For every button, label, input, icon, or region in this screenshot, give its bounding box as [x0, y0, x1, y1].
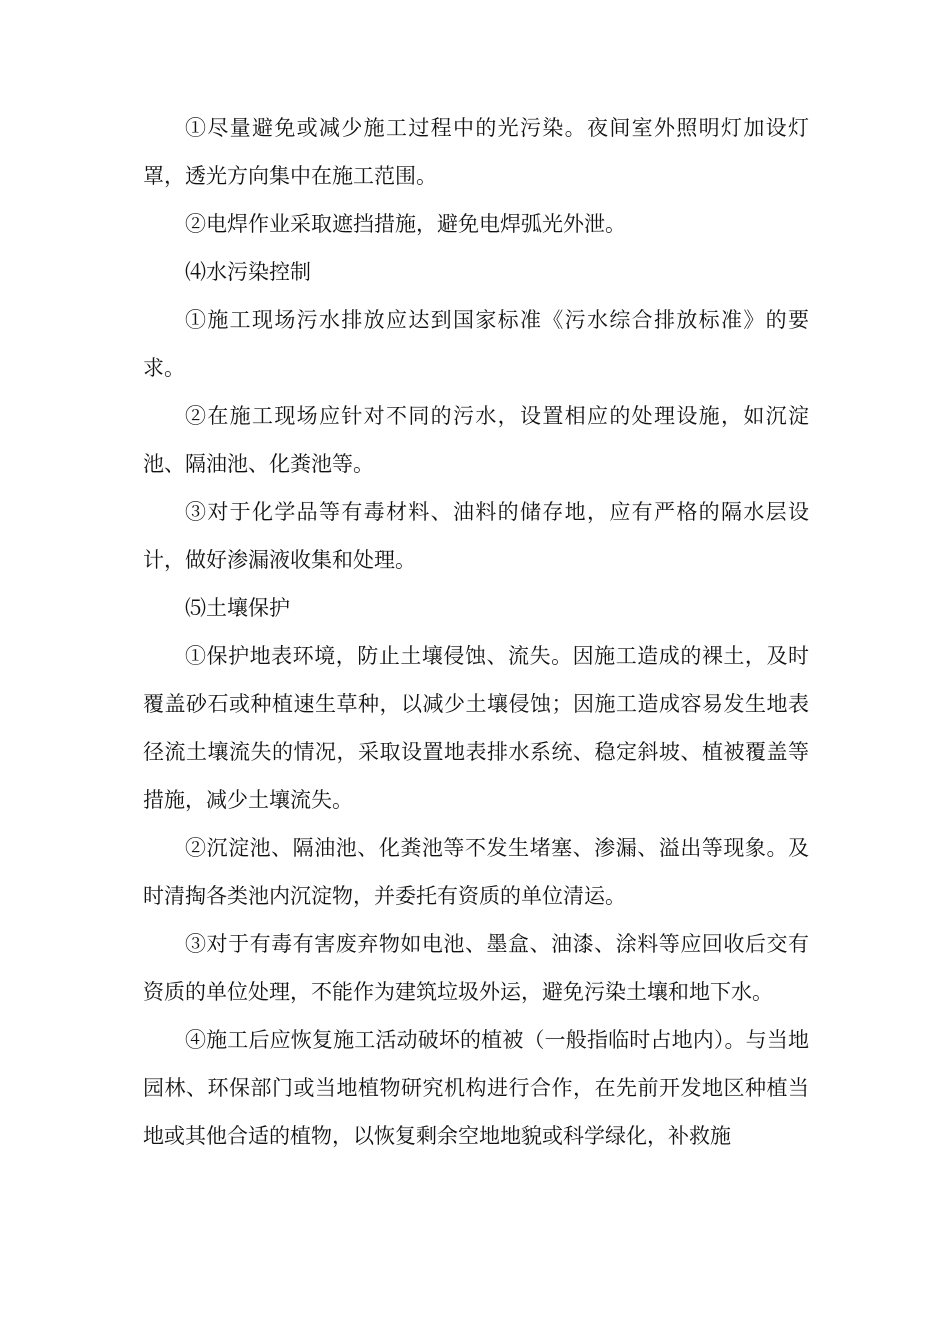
paragraph-soil-protection-3: ③对于有毒有害废弃物如电池、墨盒、油漆、涂料等应回收后交有资质的单位处理，不能作为建筑垃圾外运，避免污染土壤和地下水。 — [143, 932, 809, 1004]
paragraph-water-pollution-1: ①施工现场污水排放应达到国家标准《污水综合排放标准》的要求。 — [143, 308, 809, 380]
paragraph-water-pollution-3: ③对于化学品等有毒材料、油料的储存地，应有严格的隔水层设计，做好渗漏液收集和处理。 — [143, 500, 809, 572]
paragraph-soil-protection-2: ②沉淀池、隔油池、化粪池等不发生堵塞、渗漏、溢出等现象。及时清掏各类池内沉淀物，并委托有资质的单位清运。 — [143, 836, 809, 908]
paragraph-soil-protection-4: ④施工后应恢复施工活动破坏的植被（一般指临时占地内）。与当地园林、环保部门或当地植物研究机构进行合作，在先前开发地区种植当地或其他合适的植物，以恢复剩余空地地貌或科学绿化，补救施 — [143, 1028, 809, 1148]
paragraph-light-pollution-1: ①尽量避免或减少施工过程中的光污染。夜间室外照明灯加设灯罩，透光方向集中在施工范围。 — [143, 116, 809, 188]
paragraph-water-pollution-2: ②在施工现场应针对不同的污水，设置相应的处理设施，如沉淀池、隔油池、化粪池等。 — [143, 404, 809, 476]
section-heading-water-pollution: ⑷水污染控制 — [185, 260, 311, 284]
document-body — [143, 104, 809, 1160]
paragraph-soil-protection-1: ①保护地表环境，防止土壤侵蚀、流失。因施工造成的裸土，及时覆盖砂石或种植速生草种，以减少土壤侵蚀；因施工造成容易发生地表径流土壤流失的情况，采取设置地表排水系统、稳定斜坡、植被覆盖等措施，减少土壤流失。 — [143, 644, 809, 812]
paragraph-light-pollution-2: ②电焊作业采取遮挡措施，避免电焊弧光外泄。 — [185, 212, 626, 236]
section-heading-soil-protection: ⑸土壤保护 — [185, 596, 290, 620]
